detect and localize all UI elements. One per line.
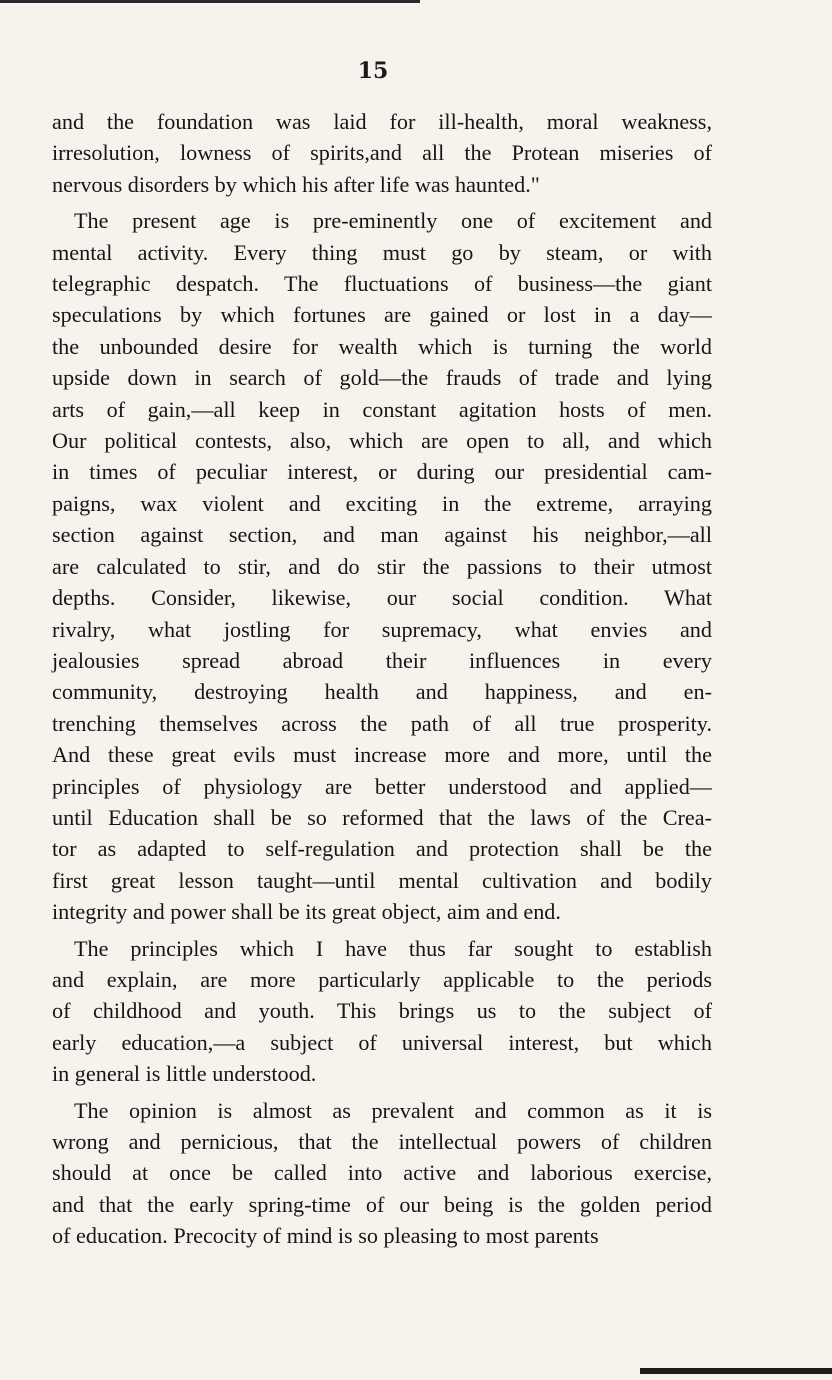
text-line: in general is little understood.	[52, 1061, 317, 1087]
page-number: 15	[357, 58, 389, 84]
text-line: principles of physiology are better understood and applied—	[52, 773, 712, 799]
text-line: should at once be called into active and laborious exercise,	[52, 1160, 712, 1186]
text-line: upside down in search of gold—the frauds of trade and lying	[52, 365, 712, 391]
text-line: community, destroying health and happiness, and en-	[52, 679, 712, 705]
text-line: jealousies spread abroad their influences in every	[52, 647, 712, 673]
text-line: paigns, wax violent and exciting in the extreme, arraying	[52, 490, 712, 516]
paragraph	[52, 1095, 712, 1252]
text-line: Our political contests, also, which are open to all, and which	[52, 428, 712, 454]
text-line: until Education shall be so reformed that the laws of the Crea-	[52, 804, 712, 830]
text-line: telegraphic despatch. The fluctuations of business—the giant	[52, 271, 712, 297]
text-line: and that the early spring-time of our being is the golden period	[52, 1191, 712, 1217]
text-line: first great lesson taught—until mental cultivation and bodily	[52, 867, 712, 893]
text-line: rivalry, what jostling for supremacy, what envies and	[52, 616, 712, 642]
text-line: the unbounded desire for wealth which is turning the world	[52, 333, 712, 359]
text-line: tor as adapted to self-regulation and protection shall be the	[52, 836, 712, 862]
text-line: depths. Consider, likewise, our social condition. What	[52, 585, 712, 611]
text-line: trenching themselves across the path of all true prosperity.	[52, 710, 712, 736]
body-text	[52, 106, 712, 1257]
text-line: early education,—a subject of universal interest, but which	[52, 1029, 712, 1055]
text-line: irresolution, lowness of spirits,and all the Protean miseries of	[52, 140, 712, 166]
text-line: integrity and power shall be its great object, aim and end.	[52, 899, 561, 925]
text-line: mental activity. Every thing must go by steam, or with	[52, 239, 712, 265]
text-line: The principles which I have thus far sought to establish	[74, 935, 712, 961]
top-edge-rule	[0, 0, 420, 3]
text-line: and the foundation was laid for ill-health, moral weakness,	[52, 109, 712, 134]
text-line: wrong and pernicious, that the intellectual powers of children	[52, 1129, 712, 1154]
text-line: The opinion is almost as prevalent and common as it is	[74, 1097, 712, 1123]
text-line: section against section, and man against his neighbor,—all	[52, 522, 712, 548]
text-line: And these great evils must increase more and more, until the	[52, 742, 712, 768]
text-line: of childhood and youth. This brings us to the subject of	[52, 998, 712, 1024]
text-line: nervous disorders by which his after life was haunted."	[52, 171, 540, 197]
text-line: arts of gain,—all keep in constant agitation hosts of men.	[52, 396, 712, 422]
text-line: speculations by which fortunes are gained or lost in a day—	[52, 302, 712, 328]
bottom-edge-rule	[640, 1368, 832, 1374]
paragraph	[52, 933, 712, 1090]
paragraph	[52, 106, 712, 200]
text-line: in times of peculiar interest, or during our presidential cam-	[52, 459, 712, 485]
text-line: and explain, are more particularly applicable to the periods	[52, 966, 712, 992]
text-line: are calculated to stir, and do stir the passions to their utmost	[52, 553, 712, 579]
paragraph	[52, 205, 712, 927]
text-line: The present age is pre-eminently one of excitement and	[74, 208, 712, 234]
text-line: of education. Precocity of mind is so pleasing to most parents	[52, 1223, 599, 1249]
